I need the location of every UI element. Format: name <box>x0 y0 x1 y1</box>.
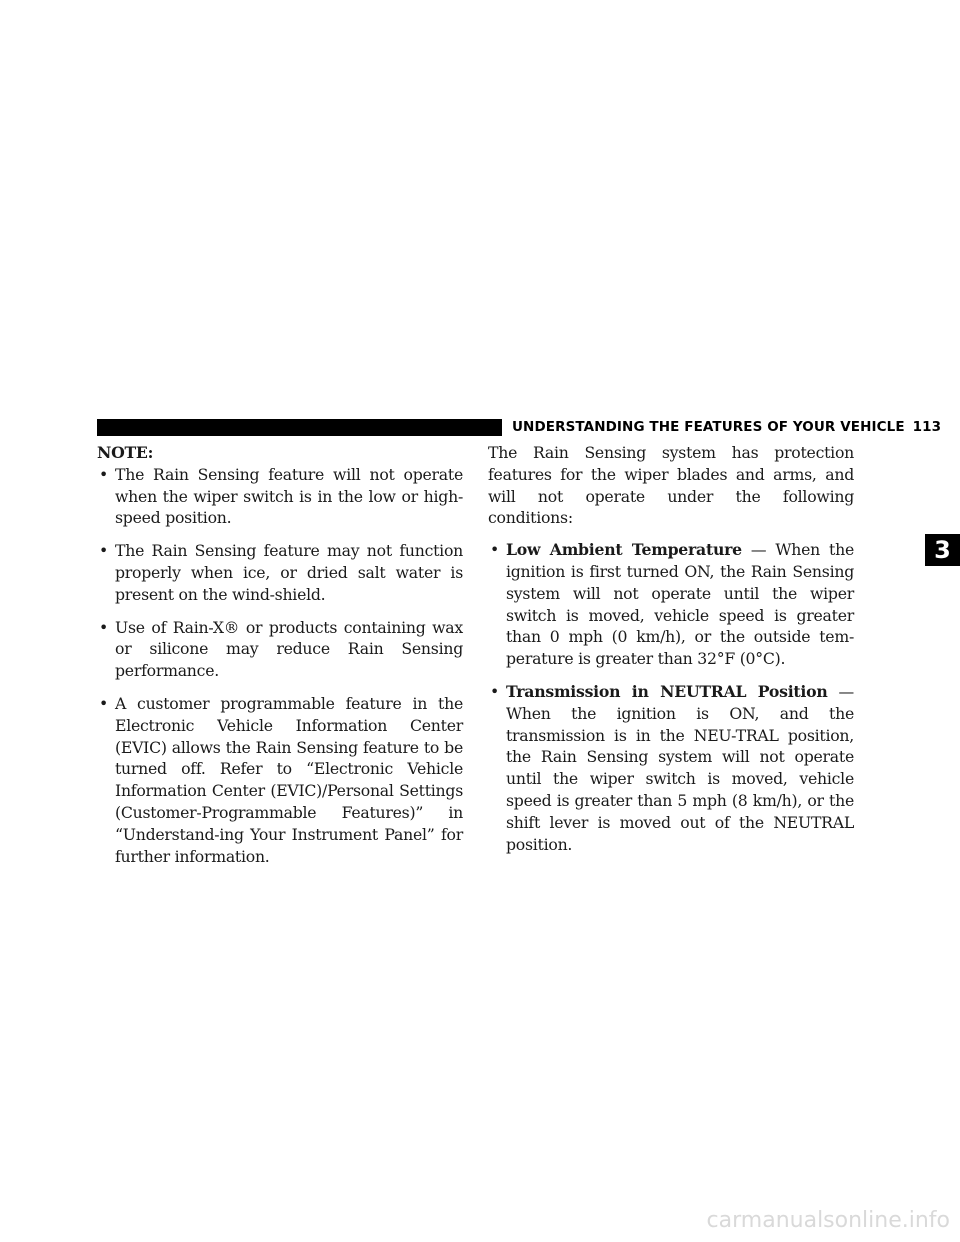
chapter-tab: 3 <box>925 534 960 566</box>
note-label: NOTE: <box>97 443 154 462</box>
page-number: 113 <box>912 419 942 435</box>
bullet-icon: • <box>490 681 500 701</box>
running-header <box>512 419 941 436</box>
condition-bullet <box>488 681 854 855</box>
right-column <box>488 442 854 866</box>
condition-text: — When the ignition is first turned ON, the Rain Sensing system will not operate until the wiper switch is moved, vehicle speed is greater than 0 mph (0 km/h), or the outside tem-perature is greater than 32°F (0°C). <box>506 540 854 669</box>
note-bullet <box>97 540 463 605</box>
intro-paragraph: The Rain Sensing system has protection features for the wiper blades and arms, and will not operate under the following conditions: <box>488 443 854 528</box>
condition-term: Low Ambient Temperature <box>506 540 742 560</box>
note-bullet <box>97 617 463 682</box>
condition-text: — When the ignition is ON, and the transmission is in the NEU-TRAL position, the Rain Sensing system will not operate until the wiper switch is moved, vehicle speed is greater than 5 mph (8 km/h), or the shift lever is moved out of the NEUTRAL position. <box>506 681 854 854</box>
bullet-icon: • <box>99 617 109 637</box>
bullet-icon: • <box>99 464 109 484</box>
condition-term: Transmission in NEUTRAL Position <box>506 681 828 701</box>
header-rule <box>97 419 502 436</box>
bullet-icon: • <box>99 693 109 713</box>
bullet-text: A customer programmable feature in the Electronic Vehicle Information Center (EVIC) allows the Rain Sensing feature to be turned off. Refer to “Electronic Vehicle Information Center (EVIC)/Personal Settings (Customer-Programmable Features)” in “Understand-ing Your Instrument Panel” for further information. <box>115 693 463 866</box>
section-title: UNDERSTANDING THE FEATURES OF YOUR VEHICLE <box>512 419 905 435</box>
bullet-text: The Rain Sensing feature may not function properly when ice, or dried salt water is present on the wind-shield. <box>115 541 463 604</box>
bullet-text: Use of Rain-X® or products containing wax or silicone may reduce Rain Sensing performance. <box>115 617 463 681</box>
bullet-text: The Rain Sensing feature will not operate when the wiper switch is in the low or high-speed position. <box>115 464 463 528</box>
left-column <box>97 442 463 878</box>
bullet-icon: • <box>490 540 500 560</box>
bullet-icon: • <box>99 541 109 561</box>
note-bullet <box>97 693 463 867</box>
watermark: carmanualsonline.info <box>706 1208 950 1233</box>
note-bullet <box>97 464 463 529</box>
condition-bullet <box>488 539 854 670</box>
